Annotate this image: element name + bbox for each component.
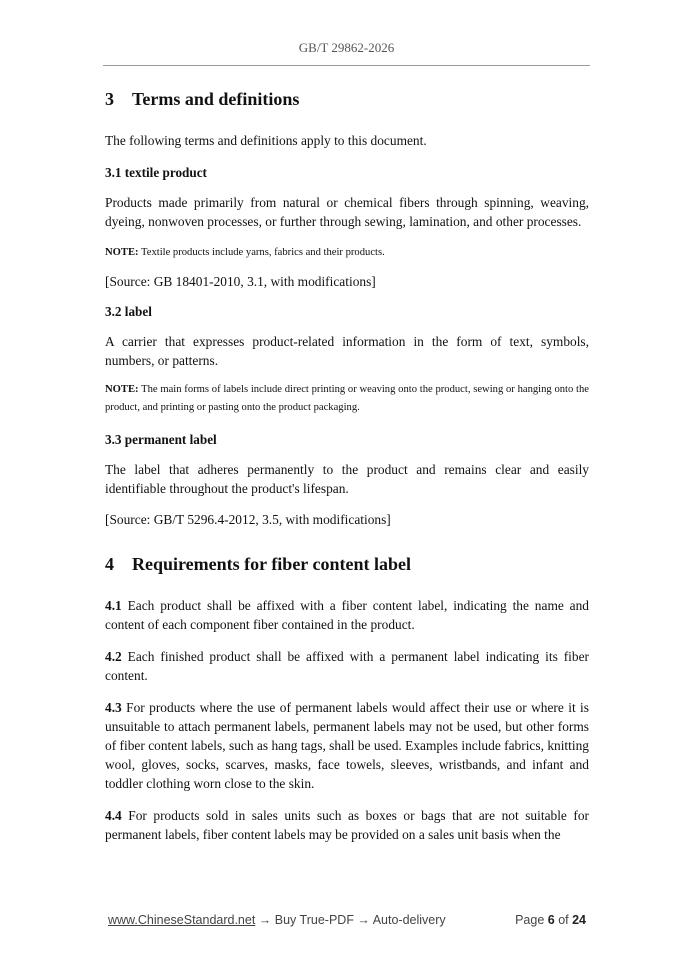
clause-4-1 bbox=[105, 596, 589, 634]
page-word: Page bbox=[515, 913, 548, 927]
auto-delivery-text: Auto-delivery bbox=[372, 913, 446, 927]
section-3-title: Terms and definitions bbox=[132, 89, 300, 109]
clause-4-4-text: For products sold in sales units such as boxes or bags that are not suitable for permanent labels, fiber content labels may be provided on a sales unit basis when the bbox=[105, 807, 589, 842]
clause-4-2-number: 4.2 bbox=[105, 648, 122, 664]
term-3-1-source: [Source: GB 18401-2010, 3.1, with modifications] bbox=[105, 274, 376, 290]
section-4-number: 4 bbox=[105, 554, 114, 575]
term-3-2-note bbox=[105, 381, 589, 417]
section-4-heading bbox=[105, 553, 589, 576]
term-3-3-definition: The label that adheres permanently to the product and remains clear and easily identifiable throughout the product's lifespan. bbox=[105, 462, 589, 497]
clause-4-4 bbox=[105, 806, 589, 844]
term-3-1-note bbox=[105, 244, 589, 262]
term-3-1-definition: Products made primarily from natural or chemical fibers through spinning, weaving, dyeing, nonwoven processes, or further through sewing, lamination, and other processes. bbox=[105, 195, 589, 230]
note-label: NOTE: bbox=[105, 384, 139, 396]
arrow-icon: → bbox=[255, 913, 275, 927]
current-page: 6 bbox=[547, 913, 555, 927]
term-3-3-heading: 3.3 permanent label bbox=[105, 432, 217, 448]
buy-true-pdf-link[interactable]: Buy True-PDF bbox=[274, 913, 354, 927]
page-content bbox=[105, 88, 589, 854]
term-3-2-heading: 3.2 label bbox=[105, 304, 152, 320]
term-3-1-heading: 3.1 textile product bbox=[105, 165, 207, 181]
clause-4-4-number: 4.4 bbox=[105, 807, 122, 823]
clause-4-2-text: Each finished product shall be affixed with a permanent label indicating its fiber content. bbox=[105, 648, 589, 683]
header-divider bbox=[103, 65, 590, 66]
note-text: Textile products include yarns, fabrics and their products. bbox=[138, 247, 385, 259]
of-word: of bbox=[554, 913, 573, 927]
section-3-heading bbox=[105, 88, 589, 111]
term-3-3-source: [Source: GB/T 5296.4-2012, 3.5, with modifications] bbox=[105, 512, 391, 528]
clause-4-1-number: 4.1 bbox=[105, 597, 122, 613]
clause-4-1-text: Each product shall be affixed with a fiber content label, indicating the name and content of each component fiber contained in the product. bbox=[105, 597, 589, 632]
note-text: The main forms of labels include direct printing or weaving onto the product, sewing or hanging onto the product, and printing or pasting onto the product packaging. bbox=[105, 384, 589, 414]
section-3-number: 3 bbox=[105, 89, 114, 109]
arrow-icon: → bbox=[353, 913, 373, 927]
term-3-2-definition: A carrier that expresses product-related information in the form of text, symbols, numbers, or patterns. bbox=[105, 334, 589, 369]
clause-4-3-number: 4.3 bbox=[105, 699, 122, 715]
clause-4-2 bbox=[105, 647, 589, 685]
site-link[interactable]: www.ChineseStandard.net bbox=[108, 913, 256, 927]
section-3-intro: The following terms and definitions apply to this document. bbox=[105, 133, 427, 149]
footer-links bbox=[108, 913, 446, 927]
running-header: GB/T 29862-2026 bbox=[298, 40, 395, 55]
clause-4-3-text: For products where the use of permanent labels would affect their use or where it is unsuitable to attach permanent labels, permanent labels may not be used, but other forms of fiber content labels, such as hang tags, shall be used. Examples include fabrics, knitting wool, gloves, socks, scarves, masks, face towels, sleeves, wristbands, and infant and toddler clothing worn close to the skin. bbox=[105, 699, 589, 791]
note-label: NOTE: bbox=[105, 247, 139, 259]
total-pages: 24 bbox=[572, 913, 586, 927]
clause-4-3 bbox=[105, 698, 589, 793]
section-4-title: Requirements for fiber content label bbox=[132, 554, 411, 575]
page-indicator bbox=[515, 913, 586, 927]
